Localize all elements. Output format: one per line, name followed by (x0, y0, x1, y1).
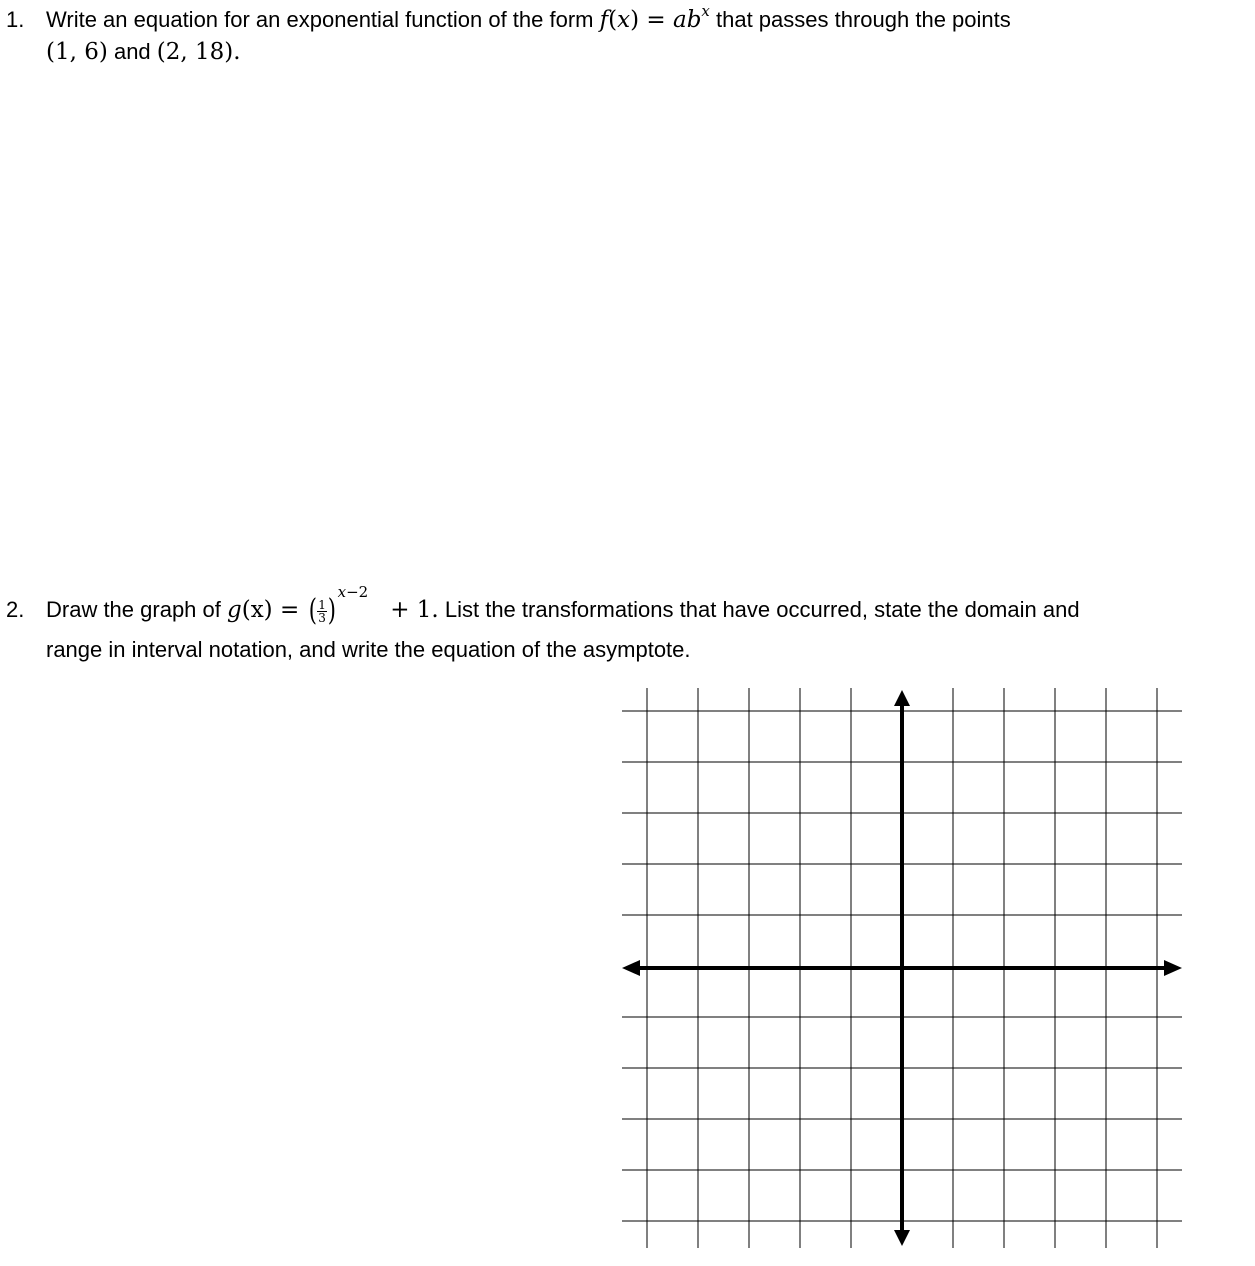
exponent (338, 583, 369, 601)
question-2-line-2 (46, 634, 691, 666)
point-2: (2, 18) (156, 39, 234, 65)
question-2-line-1 (46, 583, 1080, 629)
y-axis-down-arrow-icon (894, 1230, 910, 1246)
question-1-text-after: that passes through the points (709, 7, 1011, 32)
x-axis-right-arrow-icon (1164, 960, 1182, 976)
math-paren-open: ( (608, 7, 618, 33)
y-axis-up-arrow-icon (894, 690, 910, 706)
frac-paren-close: ) (327, 593, 336, 629)
math-gx: (x) (241, 597, 273, 623)
question-1-formula (599, 2, 710, 33)
math-x: x (617, 7, 631, 33)
question-2-formula (227, 597, 307, 623)
period: . (233, 39, 241, 65)
math-equals-2: = (272, 597, 307, 623)
and-word: and (107, 39, 157, 64)
fraction-one-third (317, 599, 327, 624)
question-1-line-1 (46, 4, 1011, 38)
question-2-text: Draw the graph of (46, 597, 227, 622)
math-paren-close: ) (630, 7, 640, 33)
question-2-number: 2. (6, 597, 25, 622)
question-1-text: Write an equation for an exponential function of the form (46, 7, 600, 32)
point-1: (1, 6) (46, 39, 108, 65)
frac-paren-open: ( (308, 593, 317, 629)
exponent-rest: −2 (346, 583, 369, 601)
plus-one: + 1. (390, 597, 439, 623)
math-equals: = (639, 7, 673, 33)
x-axis-left-arrow-icon (622, 960, 640, 976)
math-f: f (599, 7, 609, 33)
question-1-line-2 (46, 36, 241, 68)
fraction-numerator: 1 (318, 597, 326, 612)
question-2-text-after: List the transformations that have occurred, state the domain and (438, 597, 1080, 622)
question-2-line-2-text: range in interval notation, and write the equation of the asymptote. (46, 637, 691, 662)
exponent-var: x (337, 583, 347, 601)
math-g: g (226, 597, 242, 623)
question-1-number: 1. (6, 7, 25, 32)
fraction-denominator: 3 (318, 610, 326, 625)
math-exponent: x (701, 2, 710, 20)
math-ab: ab (672, 7, 702, 33)
coordinate-grid[interactable] (620, 686, 1184, 1250)
